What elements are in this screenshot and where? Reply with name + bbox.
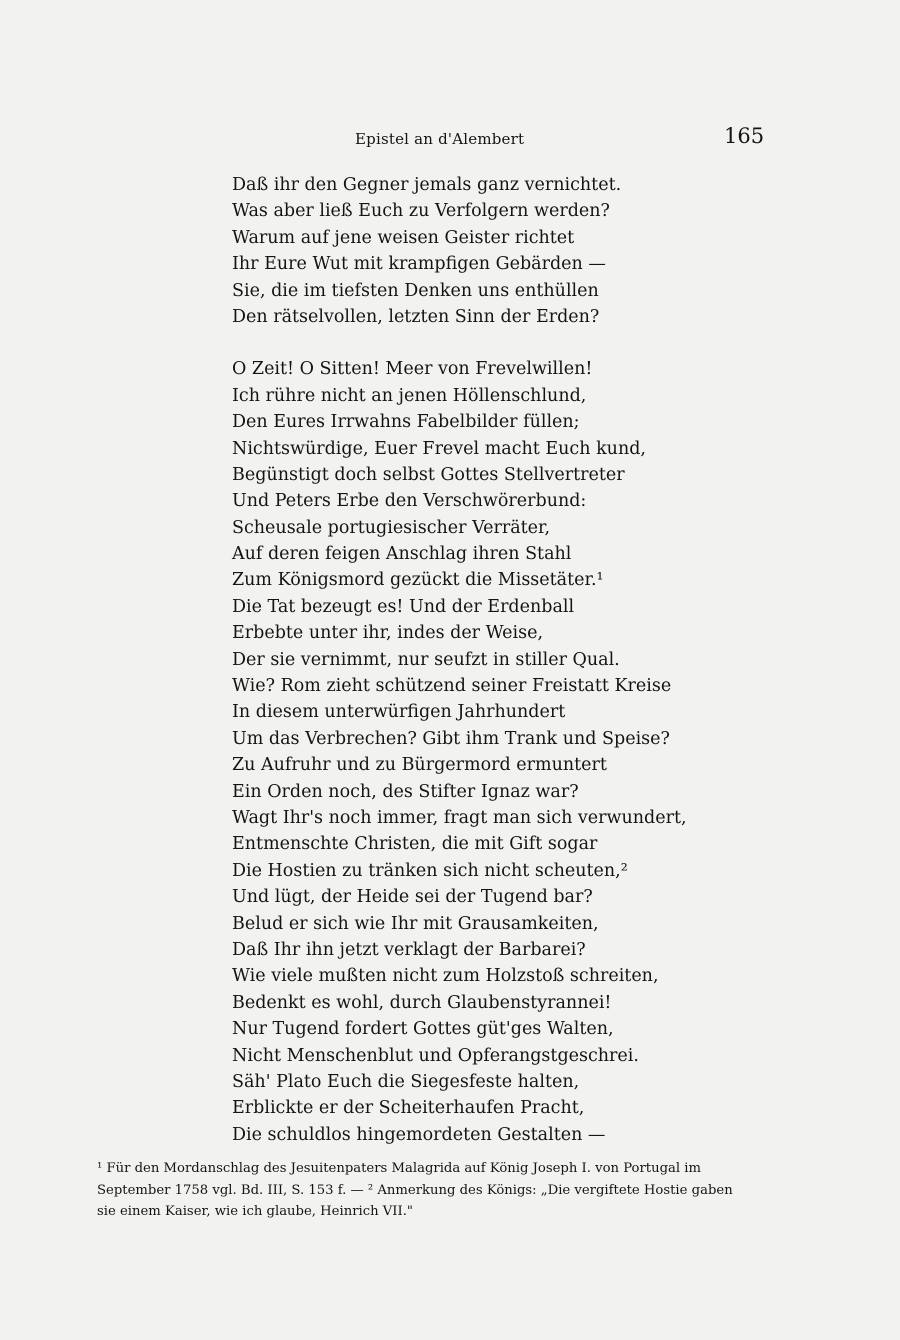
verse-line: Den Eures Irrwahns Fabelbilder füllen; <box>232 412 580 433</box>
verse-line: Sie, die im tiefsten Denken uns enthüllen <box>232 280 599 301</box>
verse-line: Zum Königsmord gezückt die Missetäter.¹ <box>232 570 604 591</box>
verse-line: Den rätselvollen, letzten Sinn der Erden? <box>232 306 600 327</box>
verse-line: Die Hostien zu tränken sich nicht scheuten,² <box>232 860 628 881</box>
verse-line: Nichtswürdige, Euer Frevel macht Euch kund, <box>232 438 646 459</box>
verse-line: O Zeit! O Sitten! Meer von Frevelwillen! <box>232 359 593 380</box>
poem <box>232 172 752 1148</box>
verse-line: Begünstigt doch selbst Gottes Stellvertreter <box>232 464 625 485</box>
verse-line: Wie viele mußten nicht zum Holzstoß schreiten, <box>232 966 659 987</box>
verse-line: Und Peters Erbe den Verschwörerbund: <box>232 491 587 512</box>
footnote-line: September 1758 vgl. Bd. III, S. 153 f. — ² Anmerkung des Königs: „Die vergiftete Hostie gaben <box>97 1182 733 1198</box>
verse-line: Und lügt, der Heide sei der Tugend bar? <box>232 887 593 908</box>
stanza <box>232 356 752 1148</box>
verse-line: Warum auf jene weisen Geister richtet <box>232 227 575 248</box>
verse-line: Ein Orden noch, des Stifter Ignaz war? <box>232 781 579 802</box>
verse-line: Bedenkt es wohl, durch Glaubenstyrannei! <box>232 992 612 1013</box>
verse-line: Um das Verbrechen? Gibt ihm Trank und Speise? <box>232 728 670 749</box>
stanza <box>232 172 752 330</box>
verse-line: Auf deren feigen Anschlag ihren Stahl <box>232 544 572 565</box>
running-title: Epistel an d'Alembert <box>355 130 525 148</box>
verse-line: Erbebte unter ihr, indes der Weise, <box>232 623 544 644</box>
verse-line: Die schuldlos hingemordeten Gestalten — <box>232 1124 606 1145</box>
verse-line: Zu Aufruhr und zu Bürgermord ermuntert <box>232 755 607 776</box>
verse-line: Nur Tugend fordert Gottes güt'ges Walten, <box>232 1019 614 1040</box>
verse-line: Säh' Plato Euch die Siegesfeste halten, <box>232 1071 580 1092</box>
footnotes <box>97 1158 769 1223</box>
page-header <box>0 124 900 154</box>
verse-line: Nicht Menschenblut und Opferangstgeschrei. <box>232 1045 639 1066</box>
verse-line: Ich rühre nicht an jenen Höllenschlund, <box>232 385 587 406</box>
verse-line: Entmenschte Christen, die mit Gift sogar <box>232 834 598 855</box>
verse-line: Die Tat bezeugt es! Und der Erdenball <box>232 596 575 617</box>
page-number: 165 <box>724 124 765 148</box>
verse-line: Wie? Rom zieht schützend seiner Freistatt Kreise <box>232 676 672 697</box>
verse-line: Was aber ließ Euch zu Verfolgern werden? <box>232 201 610 222</box>
verse-line: Daß Ihr ihn jetzt verklagt der Barbarei? <box>232 939 586 960</box>
verse-line: Ihr Eure Wut mit krampfigen Gebärden — <box>232 254 606 275</box>
footnote-line: ¹ Für den Mordanschlag des Jesuitenpaters Malagrida auf König Joseph I. von Portugal im <box>97 1161 702 1176</box>
verse-line: Der sie vernimmt, nur seufzt in stiller Qual. <box>232 649 620 670</box>
verse-line: Wagt Ihr's noch immer, fragt man sich verwundert, <box>232 807 687 828</box>
footnote-line: sie einem Kaiser, wie ich glaube, Heinrich VII." <box>97 1204 413 1219</box>
verse-line: Erblickte er der Scheiterhaufen Pracht, <box>232 1098 585 1119</box>
verse-line: Daß ihr den Gegner jemals ganz vernichtet. <box>232 175 622 195</box>
verse-line: Scheusale portugiesischer Verräter, <box>232 517 551 538</box>
verse-line: In diesem unterwürfigen Jahrhundert <box>232 702 566 723</box>
verse-line: Belud er sich wie Ihr mit Grausamkeiten, <box>232 913 599 934</box>
